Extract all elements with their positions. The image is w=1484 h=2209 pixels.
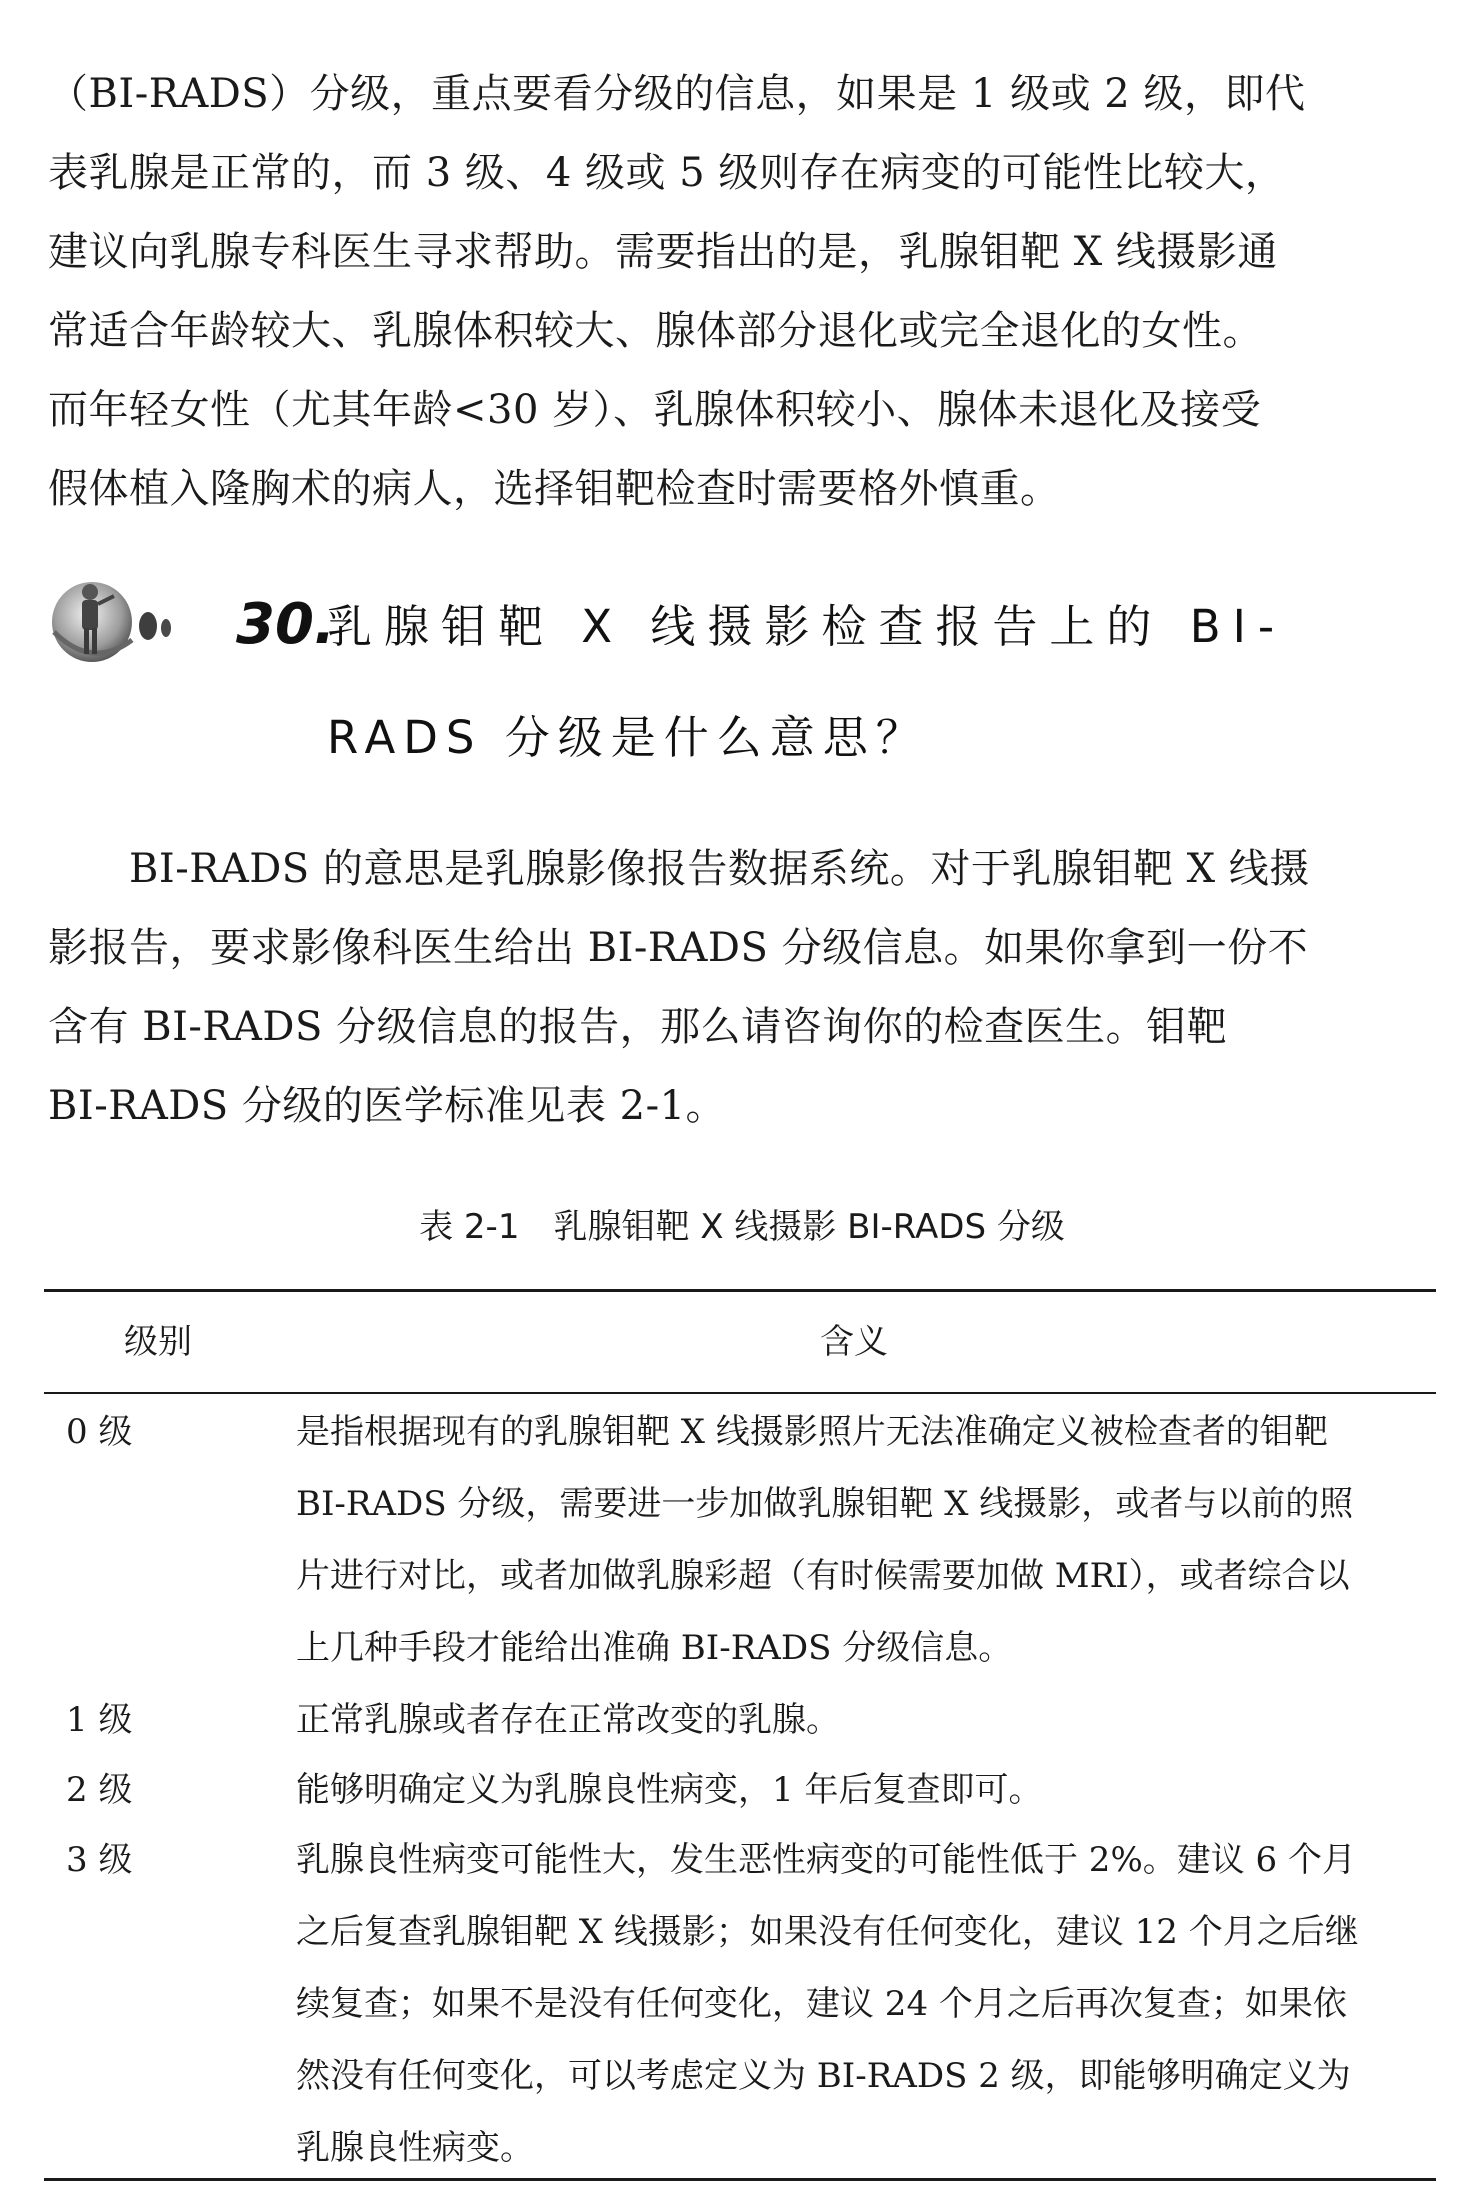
text-line: 然没有任何变化，可以考虑定义为 BI-RADS 2 级，即能够明确定义为: [296, 2056, 1351, 2096]
text-line: 片进行对比，或者加做乳腺彩超（有时候需要加做 MRI），或者综合以: [296, 1556, 1350, 1596]
text-line: BI-RADS 分级，需要进一步加做乳腺钼靶 X 线摄影，或者与以前的照: [296, 1484, 1354, 1524]
table-top-rule: [44, 1289, 1436, 1292]
doctor-figure-icon: [44, 570, 174, 670]
text-line: 常适合年龄较大、乳腺体积较大、腺体部分退化或完全退化的女性。: [48, 308, 1263, 354]
grade-cell: 3 级: [66, 1840, 133, 1880]
text-line: 是指根据现有的乳腺钼靶 X 线摄影照片无法准确定义被检查者的钼靶: [296, 1412, 1328, 1452]
text-line: BI-RADS 的意思是乳腺影像报告数据系统。对于乳腺钼靶 X 线摄: [48, 846, 1310, 892]
text-line: 建议向乳腺专科医生寻求帮助。需要指出的是，乳腺钼靶 X 线摄影通: [48, 229, 1278, 275]
text-line: 乳腺良性病变。: [296, 2128, 534, 2168]
text-line: 假体植入隆胸术的病人，选择钼靶检查时需要格外慎重。: [48, 466, 1061, 512]
meaning-cell: [296, 1754, 1416, 1826]
meaning-cell: [296, 1396, 1416, 1684]
table-caption: 表 2-1 乳腺钼靶 X 线摄影 BI-RADS 分级: [419, 1207, 1065, 1247]
text-line: （BI-RADS）分级，重点要看分级的信息，如果是 1 级或 2 级，即代: [48, 71, 1306, 117]
section-number: 30.: [236, 592, 336, 657]
grade-cell: 2 级: [66, 1770, 133, 1810]
body-paragraph-intro: [48, 55, 1438, 529]
table-header-grade: 级别: [124, 1322, 192, 1362]
text-line: 影报告，要求影像科医生给出 BI-RADS 分级信息。如果你拿到一份不: [48, 925, 1309, 971]
section-title-line-2: RADS 分级是什么意思？: [327, 711, 929, 764]
text-line: 乳腺良性病变可能性大，发生恶性病变的可能性低于 2%。建议 6 个月: [296, 1840, 1356, 1880]
text-line: 正常乳腺或者存在正常改变的乳腺。: [296, 1700, 840, 1740]
table-header-rule: [44, 1392, 1436, 1394]
meaning-cell: [296, 1824, 1416, 2184]
text-line: 之后复查乳腺钼靶 X 线摄影；如果没有任何变化，建议 12 个月之后继: [296, 1912, 1359, 1952]
text-line: 含有 BI-RADS 分级信息的报告，那么请咨询你的检查医生。钼靶: [48, 1004, 1228, 1050]
text-line: 能够明确定义为乳腺良性病变，1 年后复查即可。: [296, 1770, 1043, 1810]
grade-cell: 1 级: [66, 1700, 133, 1740]
body-paragraph-explanation: [48, 830, 1438, 1146]
text-line: 而年轻女性（尤其年龄<30 岁）、乳腺体积较小、腺体未退化及接受: [48, 387, 1262, 433]
section-title-line-1: 乳腺钼靶 X 线摄影检查报告上的 BI-: [327, 600, 1287, 653]
meaning-cell: [296, 1684, 1416, 1756]
text-line: 表乳腺是正常的，而 3 级、4 级或 5 级则存在病变的可能性比较大，: [48, 150, 1286, 196]
section-heading: [44, 570, 1444, 810]
text-line: BI-RADS 分级的医学标准见表 2-1。: [48, 1083, 727, 1129]
text-line: 续复查；如果不是没有任何变化，建议 24 个月之后再次复查；如果依: [296, 1984, 1347, 2024]
text-line: 上几种手段才能给出准确 BI-RADS 分级信息。: [296, 1628, 1013, 1668]
table-header-meaning: 含义: [820, 1322, 888, 1362]
grade-cell: 0 级: [66, 1412, 133, 1452]
table-bottom-rule: [44, 2178, 1436, 2181]
